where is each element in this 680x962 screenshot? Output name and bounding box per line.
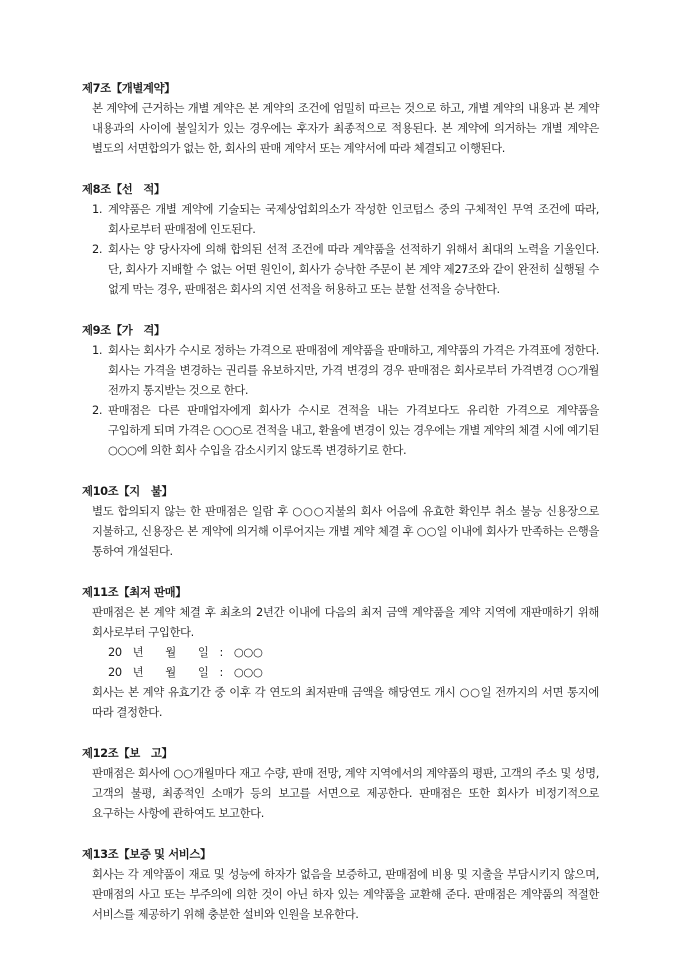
minimum-sales-date-line: 20 년 월 일 : ○○○ [108,665,263,679]
article-body: 본 계약에 근거하는 개별 계약은 본 계약의 조건에 엄밀히 따르는 것으로 하고, 개별 계약의 내용과 본 계약 내용과의 사이에 불일치가 있는 경우에는 후자가 최종적으로 적용된다. 본 계약에 의거하는 개별 계약은 별도의 서면합의가 없는 한, 회사의 판매 계약서 또는 계약서에 따라 체결되고 이행된다. [92,101,599,155]
article-body: 판매점은 회사에 ○○개월마다 재고 수량, 판매 전망, 계약 지역에서의 계약품의 평판, 고객의 주소 및 성명, 고객의 불평, 최종적인 소매가 등의 보고를 서면으로 제공한다. 판매점은 또한 회사가 비정기적으로 요구하는 사항에 관하여도 보고한다. [92,766,599,820]
article-11 [82,582,599,722]
article-8 [82,179,599,299]
article-heading: 제7조【개별계약】 [82,81,176,95]
numbered-list [82,340,599,460]
article-body: 판매점은 본 계약 체결 후 최초의 2년간 이내에 다음의 최저 금액 계약품을 계약 지역에 재판매하기 위해 회사로부터 구입한다. [92,605,599,639]
item-number: 1. [92,202,103,216]
article-body-continued: 회사는 본 계약 유효기간 중 이후 각 연도의 최저판매 금액을 해당연도 개시 ○○일 전까지의 서면 통지에 따라 결정한다. [92,685,599,719]
document-page [82,78,599,945]
item-text: 회사는 양 당사자에 의해 합의된 선적 조건에 따라 계약품을 선적하기 위해서 최대의 노력을 기울인다. 단, 회사가 지배할 수 없는 어떤 원인이, 회사가 승낙한 주문이 본 계약 제27조와 같이 완전히 실행될 수 없게 막는 경우, 판매점은 회사의 지연 선적을 허용하고 또는 분할 선적을 승낙한다. [108,242,599,296]
minimum-sales-date-line: 20 년 월 일 : ○○○ [108,645,263,659]
article-body: 회사는 각 계약품이 재료 및 성능에 하자가 없음을 보증하고, 판매점에 비용 및 지출을 부담시키지 않으며, 판매점의 사고 또는 부주의에 의한 것이 아닌 하자 있는 계약품을 교환해 준다. 판매점은 계약품의 적절한 서비스를 제공하기 위해 충분한 설비와 인원을 보유한다. [92,867,599,921]
item-text: 계약품은 개별 계약에 기술되는 국제상업회의소가 작성한 인코텀스 중의 구체적인 무역 조건에 따라, 회사로부터 판매점에 인도된다. [108,202,599,236]
article-9 [82,320,599,460]
list-item [82,400,599,460]
article-heading: 제10조【지 불】 [82,484,173,498]
article-heading: 제11조【최저 판매】 [82,585,187,599]
item-number: 2. [92,242,103,256]
article-heading: 제8조【선 적】 [82,182,165,196]
article-heading: 제13조【보증 및 서비스】 [82,847,211,861]
article-7 [82,78,599,158]
item-number: 2. [92,403,103,417]
list-item [82,239,599,299]
numbered-list [82,199,599,299]
article-heading: 제12조【보 고】 [82,746,173,760]
article-body: 별도 합의되지 않는 한 판매점은 일람 후 ○○○지불의 회사 어음에 유효한 확인부 취소 불능 신용장으로 지불하고, 신용장은 본 계약에 의거해 이루어지는 개별 계약 체결 후 ○○일 이내에 회사가 만족하는 은행을 통하여 개설된다. [92,504,599,558]
item-number: 1. [92,343,103,357]
article-13 [82,844,599,924]
article-10 [82,481,599,561]
list-item [82,340,599,400]
item-text: 회사는 회사가 수시로 정하는 가격으로 판매점에 계약품을 판매하고, 계약품의 가격은 가격표에 정한다. 회사는 가격을 변경하는 권리를 유보하지만, 가격 변경의 경우 판매점은 회사로부터 가격변경 ○○개월 전까지 통지받는 것으로 한다. [108,343,599,397]
article-heading: 제9조【가 격】 [82,323,165,337]
list-item [82,199,599,239]
article-12 [82,743,599,823]
item-text: 판매점은 다른 판매업자에게 회사가 수시로 견적을 내는 가격보다도 유리한 가격으로 계약품을 구입하게 되며 가격은 ○○○로 견적을 내고, 환율에 변경이 있는 경우에는 개별 계약의 체결 시에 예기된 ○○○에 의한 회사 수입을 감소시키지 않도록 변경하기로 한다. [108,403,599,457]
